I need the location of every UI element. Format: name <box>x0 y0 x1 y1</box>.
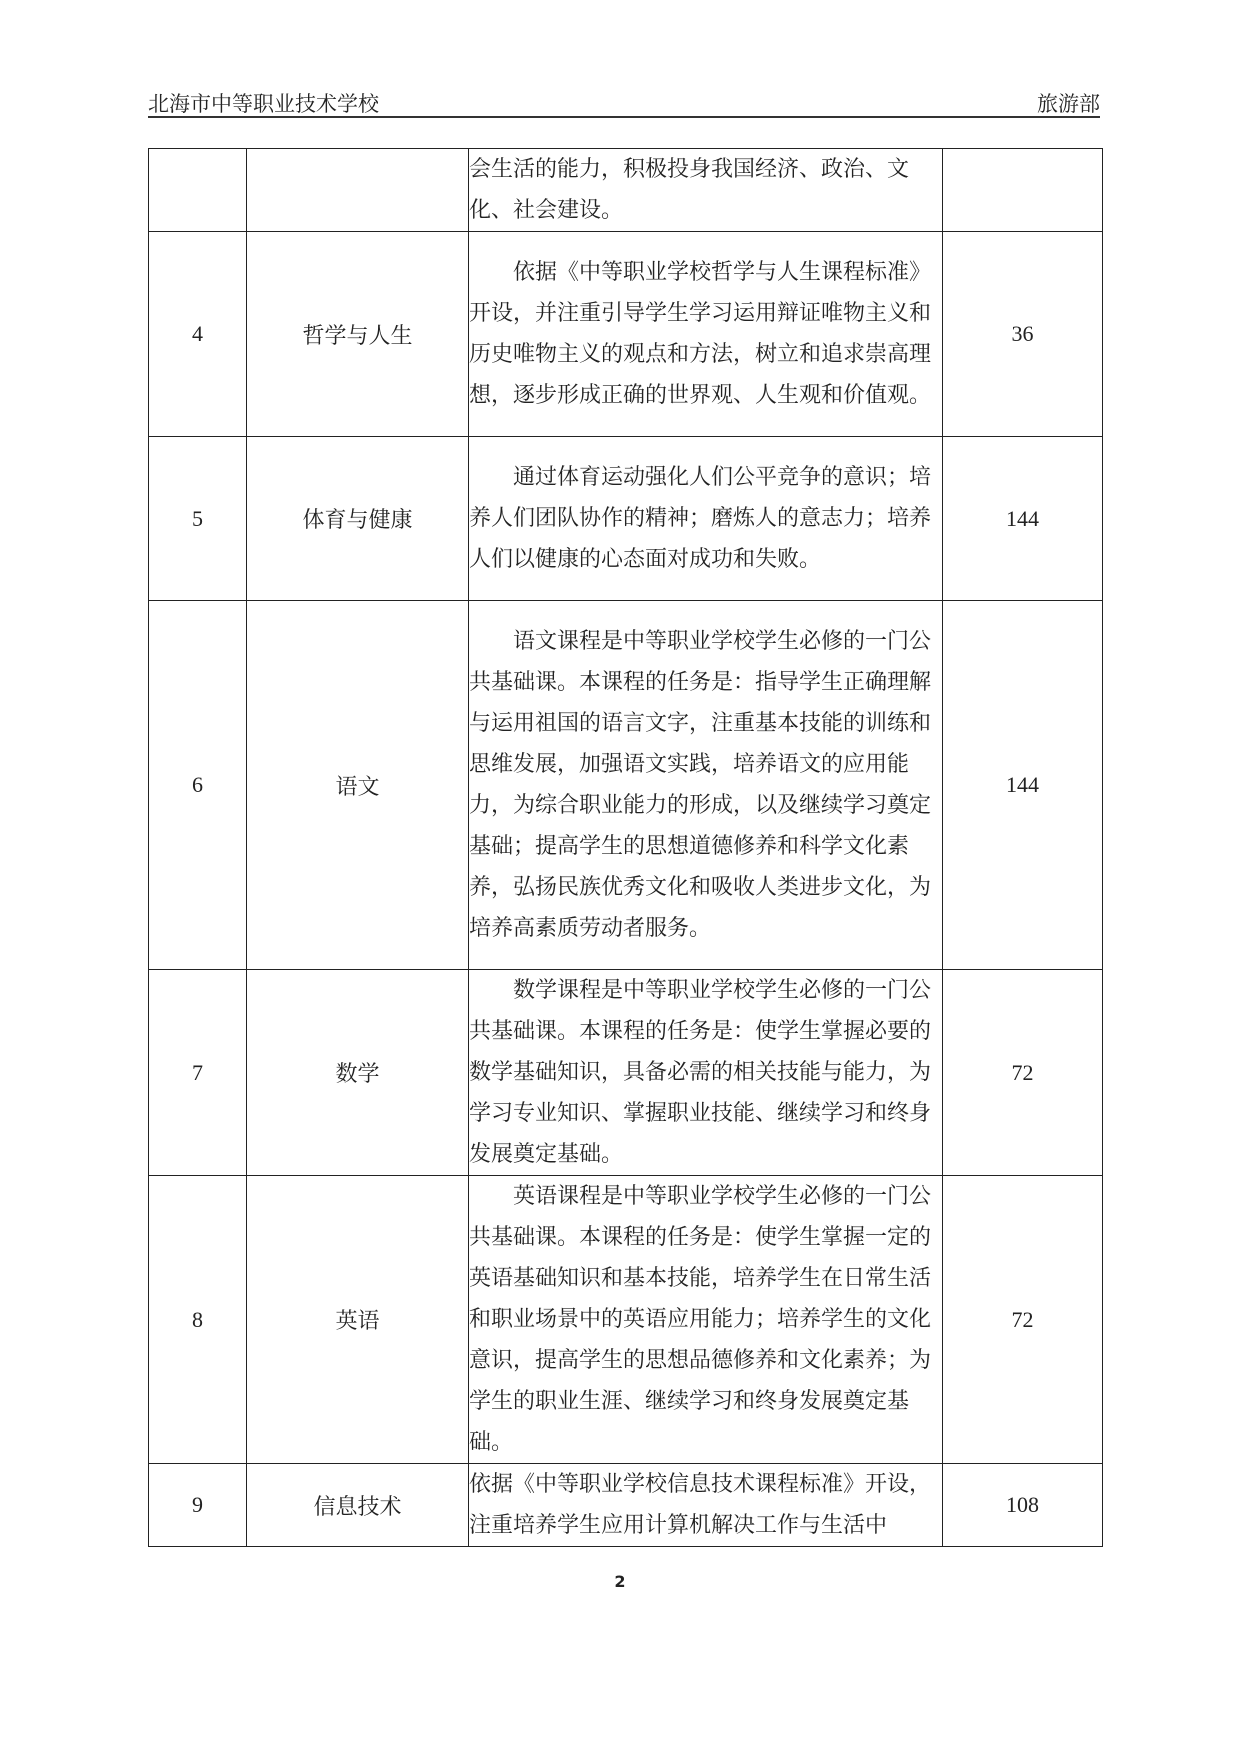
description-text: 数学课程是中等职业学校学生必修的一门公共基础课。本课程的任务是：使学生掌握必要的数学基础知识，具备必需的相关技能与能力，为学习专业知识、掌握职业技能、继续学习和终身发展奠定基础。 <box>469 978 932 1167</box>
row-number: 9 <box>149 1464 247 1547</box>
course-hours: 144 <box>943 437 1103 601</box>
course-hours <box>943 149 1103 232</box>
table-row <box>149 1176 1103 1464</box>
course-name: 数学 <box>247 970 469 1176</box>
table-row <box>149 232 1103 437</box>
course-description <box>469 1176 943 1464</box>
department-name: 旅游部 <box>1037 92 1100 116</box>
course-table <box>148 148 1103 1547</box>
course-description <box>469 1464 943 1547</box>
table-row <box>149 601 1103 970</box>
course-name: 英语 <box>247 1176 469 1464</box>
course-description <box>469 601 943 970</box>
description-text: 通过体育运动强化人们公平竞争的意识；培养人们团队协作的精神；磨炼人的意志力；培养人们以健康的心态面对成功和失败。 <box>469 465 932 572</box>
table-row <box>149 970 1103 1176</box>
course-hours: 72 <box>943 1176 1103 1464</box>
row-number: 5 <box>149 437 247 601</box>
row-number: 4 <box>149 232 247 437</box>
page-number: 2 <box>614 1572 626 1591</box>
course-hours: 108 <box>943 1464 1103 1547</box>
row-number: 8 <box>149 1176 247 1464</box>
row-number <box>149 149 247 232</box>
description-text: 会生活的能力，积极投身我国经济、政治、文化、社会建设。 <box>469 157 910 223</box>
table-row <box>149 1464 1103 1547</box>
course-name: 语文 <box>247 601 469 970</box>
course-name: 哲学与人生 <box>247 232 469 437</box>
table-row <box>149 149 1103 232</box>
school-name: 北海市中等职业技术学校 <box>148 92 379 116</box>
course-name: 信息技术 <box>247 1464 469 1547</box>
course-description <box>469 437 943 601</box>
description-text: 语文课程是中等职业学校学生必修的一门公共基础课。本课程的任务是：指导学生正确理解与运用祖国的语言文字，注重基本技能的训练和思维发展，加强语文实践，培养语文的应用能力，为综合职业能力的形成，以及继续学习奠定基础；提高学生的思想道德修养和科学文化素养，弘扬民族优秀文化和吸收人类进步文化，为培养高素质劳动者服务。 <box>469 629 932 941</box>
row-number: 7 <box>149 970 247 1176</box>
course-name <box>247 149 469 232</box>
course-hours: 36 <box>943 232 1103 437</box>
course-description <box>469 232 943 437</box>
description-text: 英语课程是中等职业学校学生必修的一门公共基础课。本课程的任务是：使学生掌握一定的英语基础知识和基本技能，培养学生在日常生活和职业场景中的英语应用能力；培养学生的文化意识，提高学生的思想品德修养和文化素养；为学生的职业生涯、继续学习和终身发展奠定基础。 <box>469 1184 932 1455</box>
description-text: 依据《中等职业学校信息技术课程标准》开设，注重培养学生应用计算机解决工作与生活中 <box>469 1472 932 1538</box>
header-rule <box>148 116 1100 118</box>
course-hours: 144 <box>943 601 1103 970</box>
description-text: 依据《中等职业学校哲学与人生课程标准》开设，并注重引导学生学习运用辩证唯物主义和历史唯物主义的观点和方法，树立和追求崇高理想，逐步形成正确的世界观、人生观和价值观。 <box>469 260 932 408</box>
table-row <box>149 437 1103 601</box>
course-name: 体育与健康 <box>247 437 469 601</box>
page-header <box>148 88 1100 116</box>
course-description <box>469 149 943 232</box>
course-hours: 72 <box>943 970 1103 1176</box>
course-description <box>469 970 943 1176</box>
row-number: 6 <box>149 601 247 970</box>
